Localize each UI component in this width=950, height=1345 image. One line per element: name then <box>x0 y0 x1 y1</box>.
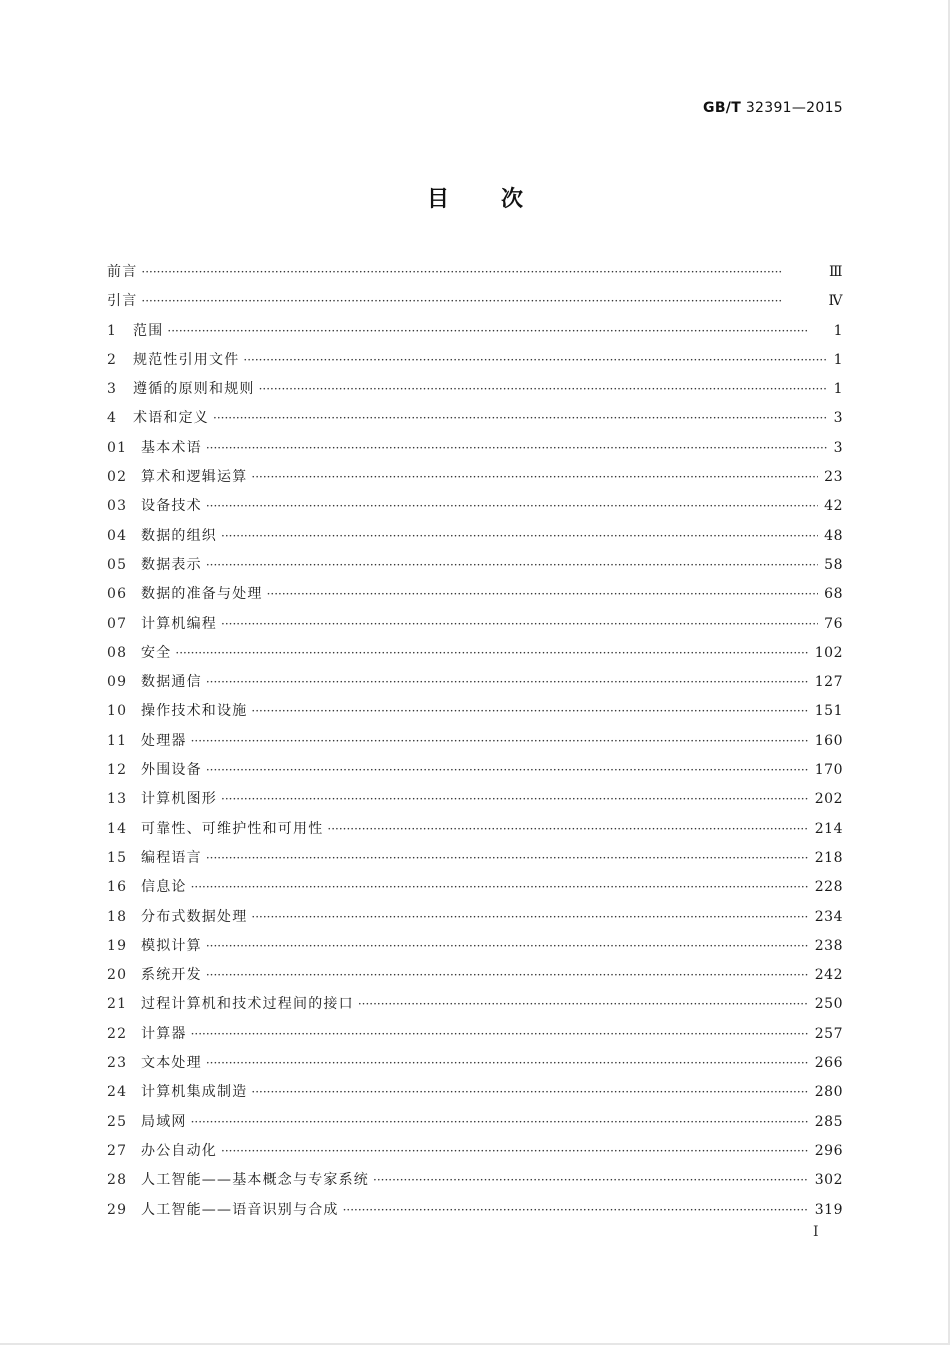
toc-entry-title: 系统开发 <box>141 967 202 984</box>
toc-entry-page: 170 <box>814 762 843 779</box>
toc-entry-title: 处理器 <box>141 732 187 749</box>
toc-dot-leader <box>206 668 809 697</box>
toc-dot-leader <box>206 844 809 873</box>
toc-dot-leader <box>327 815 808 844</box>
toc-entry[interactable] <box>107 317 843 346</box>
toc-entry-number: 18 <box>107 908 128 925</box>
toc-entry-title: 数据的准备与处理 <box>141 586 263 603</box>
toc-entry-title: 数据表示 <box>141 556 202 573</box>
toc-entry[interactable] <box>107 610 843 639</box>
toc-dot-leader <box>221 1137 809 1166</box>
toc-entry-title: 模拟计算 <box>141 937 202 954</box>
toc-entry-number: 11 <box>107 732 128 749</box>
toc-entry-number: 08 <box>107 644 128 661</box>
toc-entry-page: 1 <box>833 351 843 368</box>
toc-entry-number: 05 <box>107 556 128 573</box>
toc-dot-leader <box>221 785 809 814</box>
toc-dot-leader <box>251 1078 808 1107</box>
toc-entry[interactable] <box>107 844 843 873</box>
toc-entry-number: 07 <box>107 615 128 632</box>
toc-entry[interactable] <box>107 873 843 902</box>
toc-entry-page: 23 <box>824 469 843 486</box>
toc-entry-title: 范围 <box>133 322 164 339</box>
toc-entry-number: 29 <box>107 1201 128 1218</box>
toc-entry-page: 160 <box>814 732 843 749</box>
toc-dot-leader <box>191 1020 809 1049</box>
toc-entry[interactable] <box>107 815 843 844</box>
toc-entry-page: 250 <box>814 996 843 1013</box>
toc-entry-page: 285 <box>814 1113 843 1130</box>
toc-dot-leader <box>251 463 818 492</box>
toc-entry-title: 数据的组织 <box>141 527 217 544</box>
toc-entry[interactable] <box>107 492 843 521</box>
toc-entry[interactable] <box>107 990 843 1019</box>
toc-dot-leader <box>358 990 809 1019</box>
toc-entry-page: 228 <box>814 879 843 896</box>
toc-dot-leader <box>191 727 809 756</box>
toc-entry[interactable] <box>107 961 843 990</box>
toc-entry-number: 13 <box>107 791 128 808</box>
toc-entry[interactable] <box>107 375 843 404</box>
toc-entry[interactable] <box>107 785 843 814</box>
toc-dot-leader <box>221 610 818 639</box>
toc-entry-number: 14 <box>107 820 128 837</box>
toc-entry-page: 280 <box>814 1084 843 1101</box>
toc-entry-page: 3 <box>833 439 843 456</box>
toc-entry[interactable] <box>107 258 843 287</box>
toc-entry-page: 76 <box>824 615 843 632</box>
toc-entry-number: 09 <box>107 674 128 691</box>
toc-entry-page: 3 <box>833 410 843 427</box>
toc-entry[interactable] <box>107 580 843 609</box>
page-number: Ⅰ <box>813 1224 819 1240</box>
toc-entry-title: 安全 <box>141 644 172 661</box>
toc-dot-leader <box>206 756 809 785</box>
toc-entry-page: 202 <box>814 791 843 808</box>
toc-entry-page: 42 <box>824 498 843 515</box>
toc-entry-page: 68 <box>824 586 843 603</box>
toc-dot-leader <box>251 903 808 932</box>
toc-entry[interactable] <box>107 932 843 961</box>
toc-entry-number: 19 <box>107 937 128 954</box>
toc-dot-leader <box>191 1108 809 1137</box>
toc-entry-number: 4 <box>107 410 118 427</box>
toc-entry-number: 2 <box>107 351 118 368</box>
toc-entry-page: 257 <box>814 1025 843 1042</box>
toc-entry-page: 58 <box>824 556 843 573</box>
standard-number: 32391—2015 <box>745 100 843 116</box>
toc-entry[interactable] <box>107 551 843 580</box>
toc-dot-leader <box>175 639 808 668</box>
toc-entry-page: 1 <box>833 381 843 398</box>
toc-entry-title: 规范性引用文件 <box>133 351 240 368</box>
toc-entry-page: 48 <box>824 527 843 544</box>
toc-entry-page: 214 <box>814 820 843 837</box>
toc-entry-page: 151 <box>814 703 843 720</box>
toc-entry-title: 遵循的原则和规则 <box>133 381 255 398</box>
toc-dot-leader <box>243 346 827 375</box>
toc-entry-number: 20 <box>107 967 128 984</box>
toc-entry-title: 人工智能——语音识别与合成 <box>141 1201 339 1218</box>
toc-entry-number: 06 <box>107 586 128 603</box>
toc-entry-number: 28 <box>107 1172 128 1189</box>
toc-entry-number: 04 <box>107 527 128 544</box>
toc-dot-leader <box>251 697 808 726</box>
toc-entry-title: 分布式数据处理 <box>141 908 248 925</box>
toc-entry-number: 12 <box>107 762 128 779</box>
toc-entry-title: 数据通信 <box>141 674 202 691</box>
toc-entry-number: 21 <box>107 996 128 1013</box>
toc-entry-title: 算术和逻辑运算 <box>141 469 248 486</box>
toc-entry-number: 15 <box>107 849 128 866</box>
toc-dot-leader <box>167 317 827 346</box>
toc-entry[interactable] <box>107 697 843 726</box>
toc-entry-number: 03 <box>107 498 128 515</box>
toc-dot-leader <box>206 551 818 580</box>
toc-entry[interactable] <box>107 463 843 492</box>
toc-entry-title: 基本术语 <box>141 439 202 456</box>
toc-entry-number: 1 <box>107 322 118 339</box>
toc-entry-title: 办公自动化 <box>141 1142 217 1159</box>
toc-entry-page: 127 <box>814 674 843 691</box>
toc-entry-page: 1 <box>833 322 843 339</box>
standard-code <box>703 100 843 116</box>
toc-entry[interactable] <box>107 1166 843 1195</box>
toc-dot-leader <box>221 522 818 551</box>
toc-entry[interactable] <box>107 434 843 463</box>
toc-entry[interactable] <box>107 1137 843 1166</box>
toc-entry[interactable] <box>107 1049 843 1078</box>
toc-entry[interactable] <box>107 522 843 551</box>
toc-entry-title: 可靠性、可维护性和可用性 <box>141 820 324 837</box>
toc-entry-title: 人工智能——基本概念与专家系统 <box>141 1172 369 1189</box>
toc-dot-leader <box>343 1196 809 1225</box>
toc-entry-number: 10 <box>107 703 128 720</box>
toc-entry-page: 319 <box>814 1201 843 1218</box>
toc-entry[interactable] <box>107 668 843 697</box>
toc-entry-title: 前言 <box>107 264 138 280</box>
toc-entry-title: 外围设备 <box>141 762 202 779</box>
toc-entry-page: 218 <box>814 849 843 866</box>
title-char-1: 目 <box>426 187 449 212</box>
toc-dot-leader <box>213 404 827 433</box>
toc-entry-page: 242 <box>814 967 843 984</box>
toc-entry[interactable] <box>107 756 843 785</box>
toc-dot-leader <box>267 580 819 609</box>
toc-entry-page: 266 <box>814 1055 843 1072</box>
toc-entry[interactable] <box>107 1020 843 1049</box>
toc-entry-number: 23 <box>107 1055 128 1072</box>
toc-entry-page: 234 <box>814 908 843 925</box>
toc-entry-title: 设备技术 <box>141 498 202 515</box>
toc-entry-number: 25 <box>107 1113 128 1130</box>
page-title <box>0 182 950 213</box>
toc-dot-leader <box>141 287 822 316</box>
toc-dot-leader <box>206 961 809 990</box>
toc-dot-leader <box>191 873 809 902</box>
toc-entry-title: 文本处理 <box>141 1055 202 1072</box>
toc-entry-title: 术语和定义 <box>133 410 209 427</box>
toc-entry-number: 3 <box>107 381 118 398</box>
toc-entry[interactable] <box>107 287 843 316</box>
toc-dot-leader <box>206 1049 809 1078</box>
toc-entry-title: 计算器 <box>141 1025 187 1042</box>
toc-dot-leader <box>373 1166 809 1195</box>
toc-entry[interactable] <box>107 1196 843 1225</box>
toc-entry-number: 16 <box>107 879 128 896</box>
toc-entry-number: 22 <box>107 1025 128 1042</box>
toc-entry-title: 计算机图形 <box>141 791 217 808</box>
toc-entry-title: 引言 <box>107 293 138 310</box>
toc-entry-page: Ⅳ <box>828 293 843 310</box>
toc-entry[interactable] <box>107 1108 843 1137</box>
toc-entry-page: Ⅲ <box>828 264 843 280</box>
toc-entry[interactable] <box>107 639 843 668</box>
toc-entry[interactable] <box>107 1078 843 1107</box>
toc-entry-page: 102 <box>814 644 843 661</box>
toc-entry-title: 计算机集成制造 <box>141 1084 248 1101</box>
toc-dot-leader <box>141 258 823 287</box>
toc-entry[interactable] <box>107 346 843 375</box>
toc-entry-title: 操作技术和设施 <box>141 703 248 720</box>
toc-dot-leader <box>206 434 827 463</box>
table-of-contents <box>107 258 843 1225</box>
toc-dot-leader <box>206 492 818 521</box>
standard-prefix: GB/T <box>703 100 742 116</box>
toc-entry-page: 296 <box>814 1142 843 1159</box>
toc-entry-title: 计算机编程 <box>141 615 217 632</box>
toc-dot-leader <box>206 932 809 961</box>
toc-entry-number: 02 <box>107 469 128 486</box>
toc-entry-number: 01 <box>107 439 128 456</box>
toc-entry[interactable] <box>107 727 843 756</box>
toc-entry[interactable] <box>107 404 843 433</box>
toc-entry[interactable] <box>107 903 843 932</box>
toc-entry-title: 编程语言 <box>141 849 202 866</box>
toc-entry-title: 过程计算机和技术过程间的接口 <box>141 996 354 1013</box>
toc-dot-leader <box>259 375 827 404</box>
title-char-2: 次 <box>501 187 524 212</box>
toc-entry-title: 局域网 <box>141 1113 187 1130</box>
toc-entry-number: 24 <box>107 1084 128 1101</box>
toc-entry-page: 302 <box>814 1172 843 1189</box>
toc-entry-number: 27 <box>107 1142 128 1159</box>
toc-entry-page: 238 <box>814 937 843 954</box>
toc-entry-title: 信息论 <box>141 879 187 896</box>
